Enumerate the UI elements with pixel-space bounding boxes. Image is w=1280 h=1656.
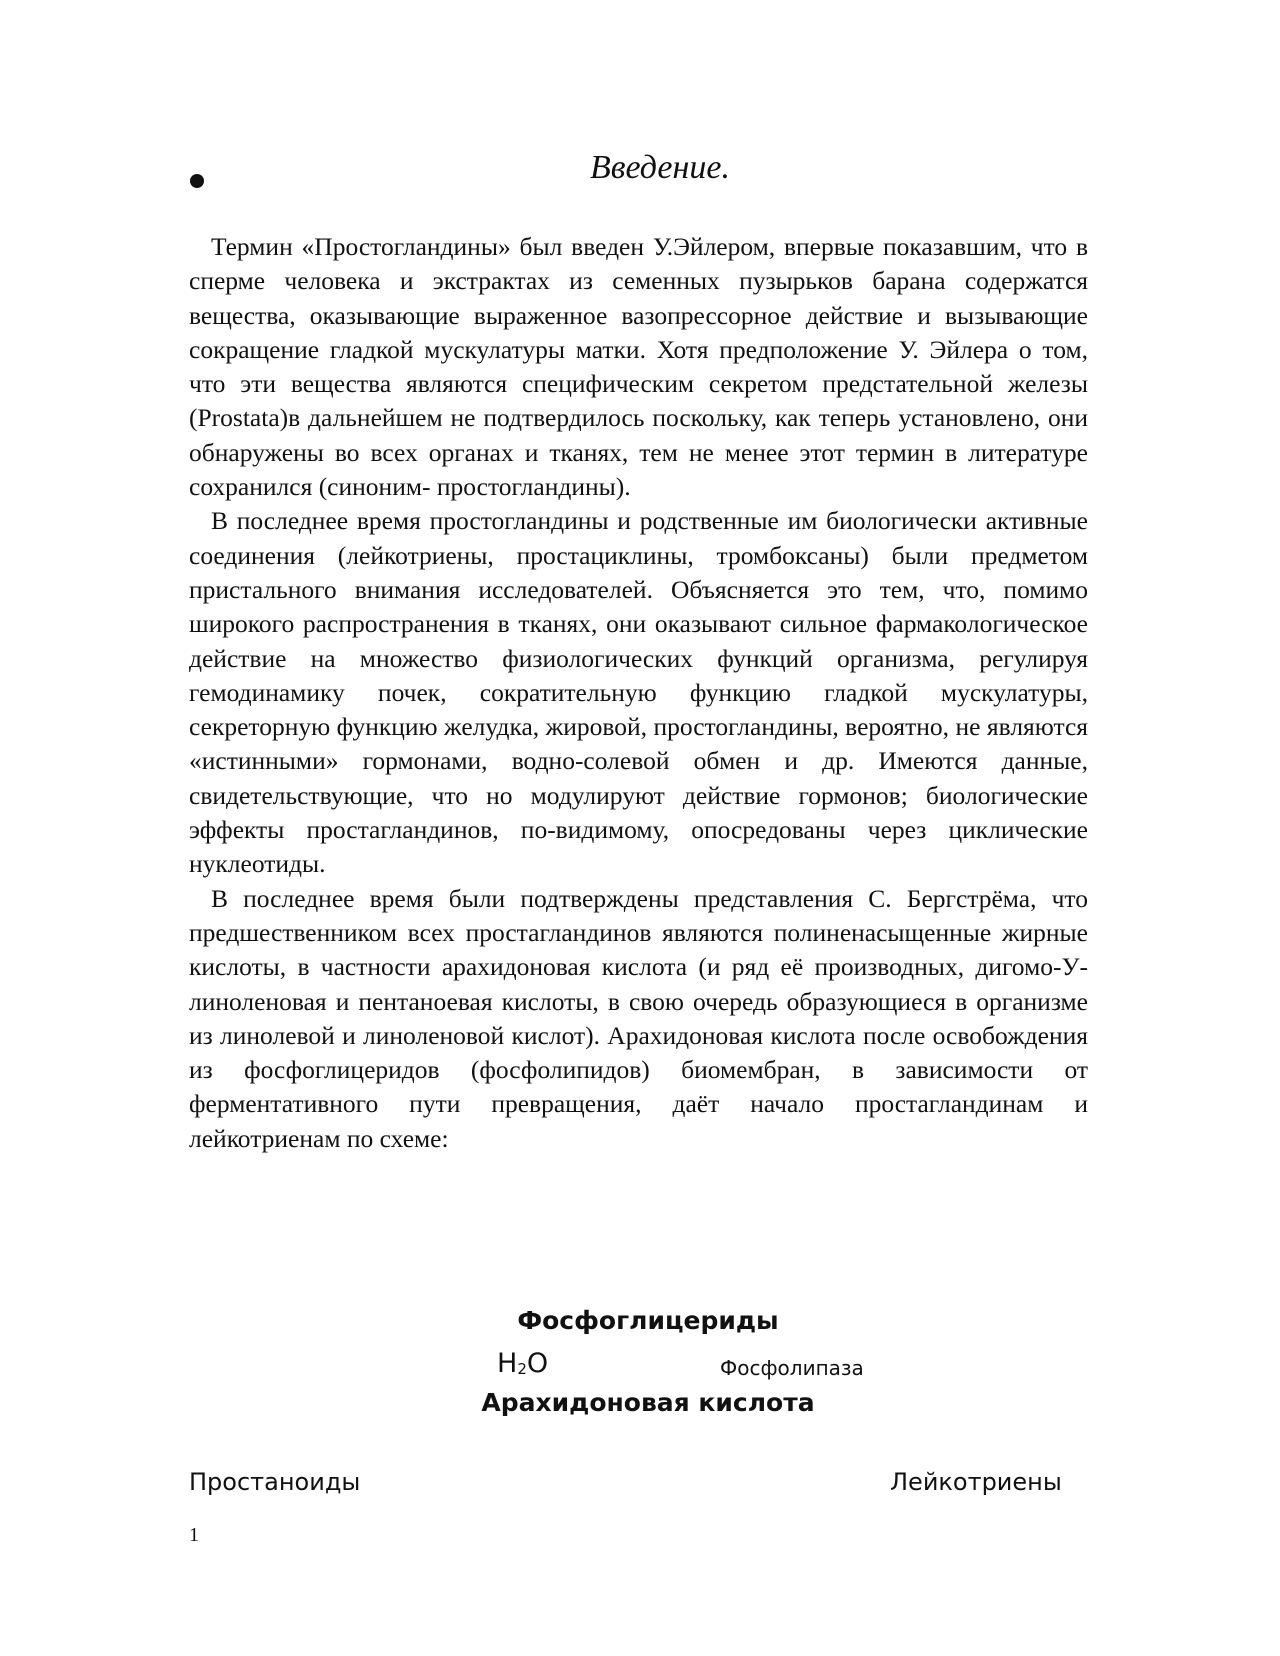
scheme-source: Фосфоглицериды <box>517 1306 779 1335</box>
scheme-branch-right: Лейкотриены <box>890 1468 1062 1496</box>
scheme-product: Арахидоновая кислота <box>481 1388 815 1417</box>
paragraph-1: Термин «Простогландины» был введен У.Эйлером, впервые показавшим, что в сперме человека и экстрактах из семенных пузырьков барана содержатся вещества, оказывающие выраженное вазопрессорное действие и вызывающие сокращение гладкой мускулатуры матки. Хотя предположение У. Эйлера о том, что эти вещества являются специфическим секретом предстательной железы (Prostata)в дальнейшем не подтвердилось поскольку, как теперь установлено, они обнаружены во всех органах и тканях, тем не менее этот термин в литературе сохранился (синоним- простогландины). <box>189 232 1088 502</box>
page-title: Введение. <box>590 149 730 186</box>
water-oxygen: O <box>526 1348 549 1379</box>
paragraph-2: В последнее время простогландины и родственные им биологически активные соединения (лейкотриены, простациклины, тромбоксаны) были предметом пристального внимания исследователей. Объясняется это тем, что, помимо широкого распространения в тканях, они оказывают сильное фармакологическое действие на множество физиологических функций организма, регулируя гемодинамику почек, сократительную функцию гладкой мускулатуры, секреторную функцию желудка, жировой, простогландины, вероятно, не являются «истинными» гормонами, водно-солевой обмен и др. Имеются данные, свидетельствующие, что но модулируют действие гормонов; биологические эффекты простагландинов, по-видимому, опосредованы через циклические нуклеотиды. <box>189 506 1088 879</box>
scheme-branch-left: Простаноиды <box>189 1468 361 1496</box>
scheme-enzyme: Фосфолипаза <box>720 1356 864 1380</box>
water-subscript: 2 <box>517 1360 527 1378</box>
page-number: 1 <box>189 1524 199 1546</box>
paragraph-3: В последнее время были подтверждены представления С. Бергстрёма, что предшественником всех простагландинов являются полиненасыщенные жирные кислоты, в частности арахидоновая кислота (и ряд её производных, дигомо-У-линоленовая и пентаноевая кислоты, в свою очередь образующиеся в организме из линолевой и линоленовой кислот). Арахидоновая кислота после освобождения из фосфоглицеридов (фосфолипидов) биомембран, в зависимости от ферментативного пути превращения, даёт начало простагландинам и лейкотриенам по схеме: <box>189 883 1088 1153</box>
scheme-water <box>497 1348 548 1379</box>
water-symbol: H <box>497 1348 518 1379</box>
body-text <box>189 230 1088 1156</box>
